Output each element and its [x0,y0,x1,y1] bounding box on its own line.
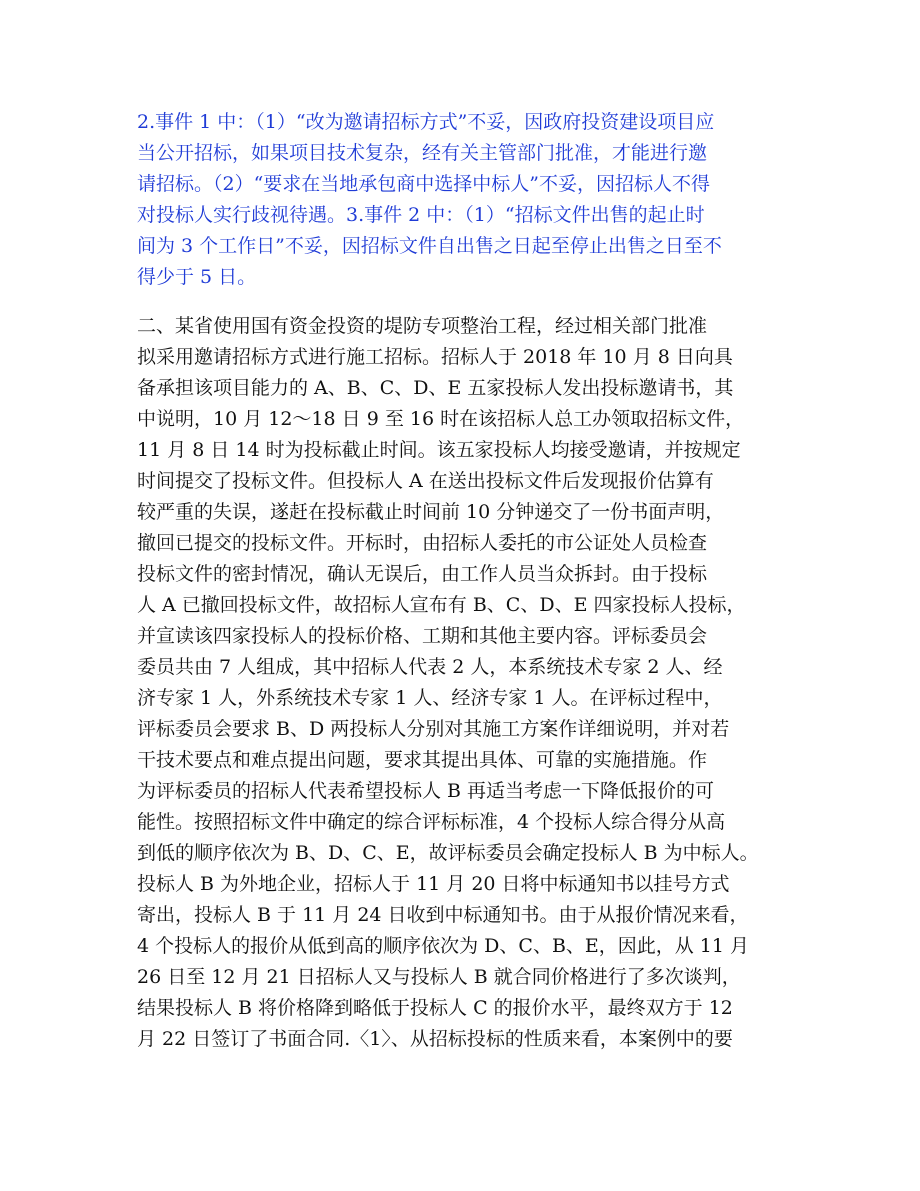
question-line: 济专家 1 人，外系统技术专家 1 人、经济专家 1 人。在评标过程中， [137,687,723,709]
question-line: 二、某省使用国有资金投资的堤防专项整治工程，经过相关部门批准 [137,315,708,337]
answer-line: 对投标人实行歧视待遇。3.事件 2 中：（1）“招标文件出售的起止时 [137,204,705,226]
answer-line: 2.事件 1 中：（1）“改为邀请招标方式”不妥，因政府投资建设项目应 [137,111,715,133]
question-line: 干技术要点和难点提出问题，要求其提出具体、可靠的实施措施。作 [137,749,708,771]
question-line: 中说明，10 月 12～18 日 9 至 16 时在该招标人总工办领取招标文件， [137,408,745,430]
question-line: 时间提交了投标文件。但投标人 A 在送出投标文件后发现报价估算有 [137,470,714,492]
question-line: 11 月 8 日 14 时为投标截止时间。该五家投标人均接受邀请，并按规定 [137,439,741,461]
question-line: 拟采用邀请招标方式进行施工招标。招标人于 2018 年 10 月 8 日向具 [137,346,733,368]
question-line: 人 A 已撤回投标文件，故招标人宣布有 B、C、D、E 四家投标人投标， [137,594,746,616]
answer-paragraph [137,107,797,293]
question-line: 委员共由 7 人组成，其中招标人代表 2 人，本系统技术专家 2 人、经 [137,656,723,678]
answer-line: 间为 3 个工作日”不妥，因招标文件自出售之日起至停止出售之日至不 [137,235,722,257]
question-line: 月 22 日签订了书面合同.〈1〉、从招标投标的性质来看，本案例中的要 [137,1028,733,1050]
question-line: 备承担该项目能力的 A、B、C、D、E 五家投标人发出投标邀请书，其 [137,377,734,399]
question-line: 寄出，投标人 B 于 11 月 24 日收到中标通知书。由于从报价情况来看， [137,904,749,926]
question-line: 到低的顺序依次为 B、D、C、E，故评标委员会确定投标人 B 为中标人。 [137,842,759,864]
question-line: 并宣读该四家投标人的投标价格、工期和其他主要内容。评标委员会 [137,625,708,647]
question-line: 较严重的失误，遂赶在投标截止时间前 10 分钟递交了一份书面声明， [137,501,725,523]
answer-line: 得少于 5 日。 [137,266,257,288]
question-line: 投标文件的密封情况，确认无误后，由工作人员当众拆封。由于投标 [137,563,708,585]
question-line: 撤回已提交的投标文件。开标时，由招标人委托的市公证处人员检查 [137,532,708,554]
question-line: 结果投标人 B 将价格降到略低于投标人 C 的报价水平，最终双方于 12 [137,997,733,1019]
question-line: 4 个投标人的报价从低到高的顺序依次为 D、C、B、E，因此，从 11 月 [137,935,750,957]
question-line: 投标人 B 为外地企业，招标人于 11 月 20 日将中标通知书以挂号方式 [137,873,730,895]
answer-line: 当公开招标，如果项目技术复杂，经有关主管部门批准，才能进行邀 [137,142,708,164]
answer-line: 请招标。（2）“要求在当地承包商中选择中标人”不妥，因招标人不得 [137,173,711,195]
question-line: 26 日至 12 月 21 日招标人又与投标人 B 就合同价格进行了多次谈判， [137,966,741,988]
question-line: 为评标委员的招标人代表希望投标人 B 再适当考虑一下降低报价的可 [137,780,715,802]
question-line: 能性。按照招标文件中确定的综合评标标准，4 个投标人综合得分从高 [137,811,726,833]
question-line: 评标委员会要求 B、D 两投标人分别对其施工方案作详细说明，并对若 [137,718,730,740]
question-paragraph [137,311,797,1055]
